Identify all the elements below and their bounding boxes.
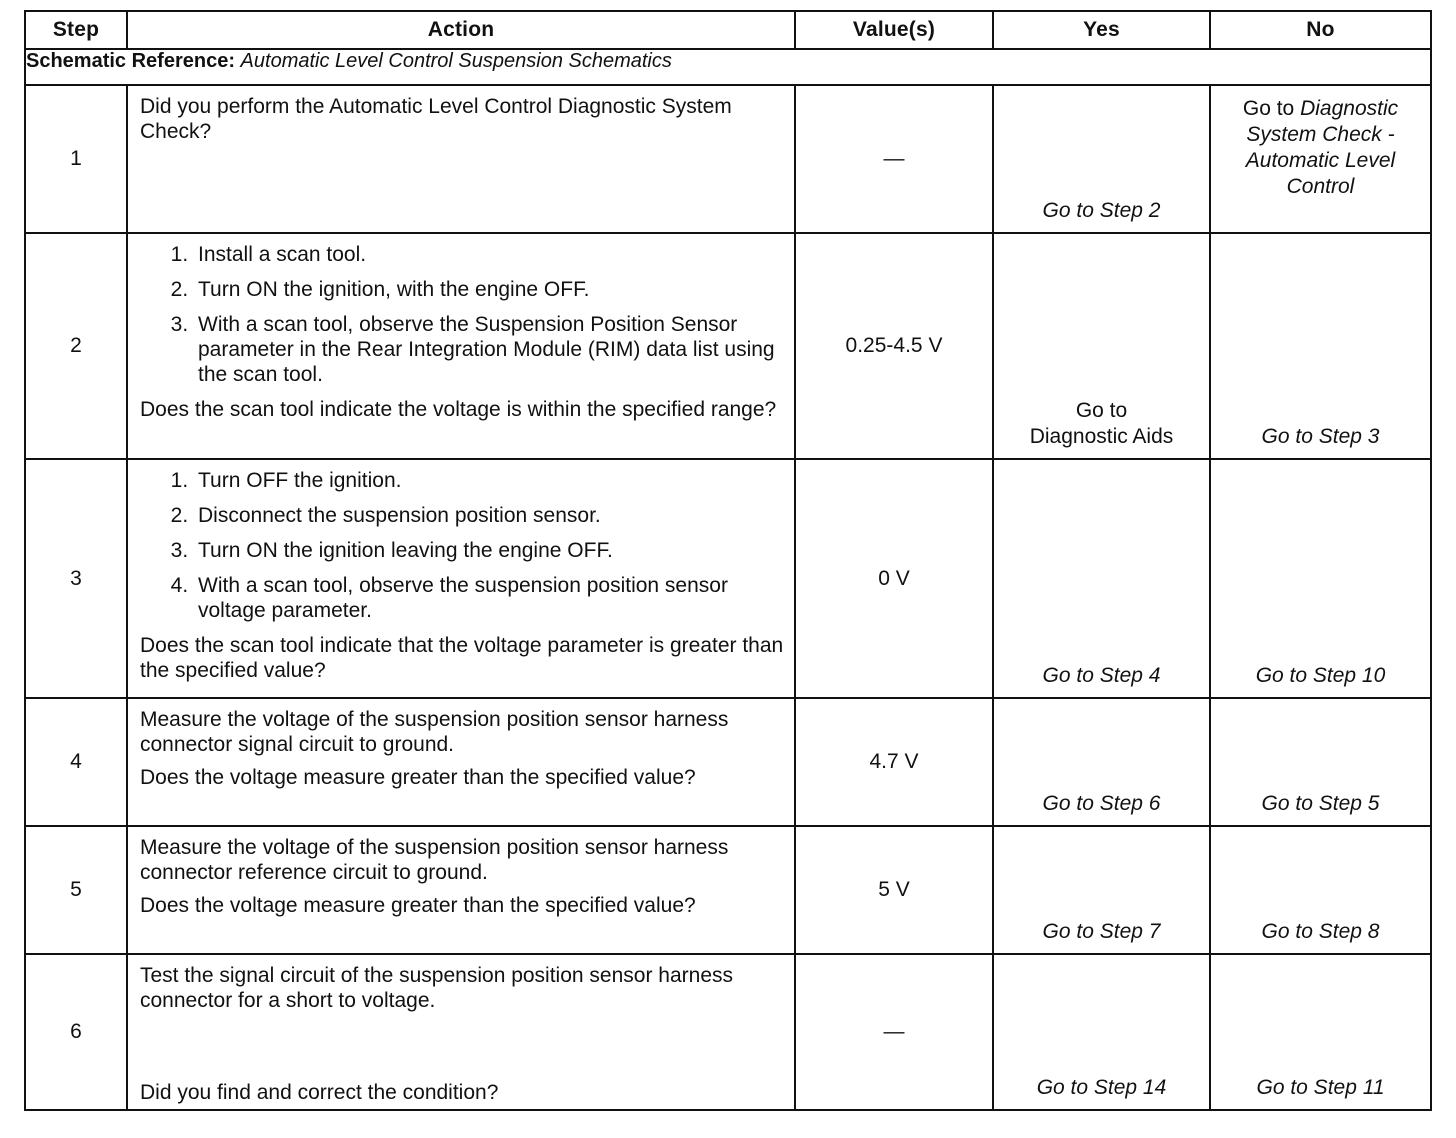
action-cell [127,459,795,698]
yes-cell [993,459,1210,698]
schematic-reference-label: Schematic Reference: [26,50,235,72]
no-link[interactable]: Go to Step 8 [1261,920,1380,943]
action-cell [127,954,795,1110]
yes-link[interactable]: Go to Step 7 [1042,920,1161,943]
yes-link[interactable]: Go to Diagnostic Aids [1029,399,1174,448]
no-cell [1210,85,1431,233]
schematic-reference [25,49,1431,85]
yes-link[interactable]: Go to Step 4 [1042,664,1161,687]
value-cell: 0 V [795,459,993,698]
step-number: 6 [25,954,127,1110]
action-cell [127,85,795,233]
action-question: Does the voltage measure greater than the specified value? [140,766,696,789]
value-cell: 4.7 V [795,698,993,826]
header-step: Step [25,11,127,49]
step-row-4 [25,698,1431,826]
action-question: Did you perform the Automatic Level Control Diagnostic System Check? [140,95,732,143]
action-text: Test the signal circuit of the suspension position sensor harness connector for a short to voltage. [140,964,733,1012]
no-cell [1210,459,1431,698]
action-cell [127,698,795,826]
step-number: 2 [25,233,127,459]
value-cell: — [795,85,993,233]
yes-cell [993,826,1210,954]
yes-cell [993,233,1210,459]
action-step-item: 3. With a scan tool, observe the Suspension Position Sensor parameter in the Rear Integration Module (RIM) data list using the scan tool. [194,312,786,387]
header-row [25,11,1431,49]
schematic-reference-row [25,49,1431,85]
action-cell [127,233,795,459]
no-cell [1210,698,1431,826]
yes-link[interactable]: Go to Step 2 [1042,199,1161,222]
no-link[interactable]: Diagnostic System Check - Automatic Level Control [1245,97,1399,198]
action-question: Did you find and correct the condition? [140,1081,499,1104]
no-link[interactable]: Go to Step 11 [1256,1076,1385,1099]
action-cell [127,826,795,954]
header-action: Action [127,11,795,49]
step-row-2 [25,233,1431,459]
step-number: 4 [25,698,127,826]
step-row-1 [25,85,1431,233]
diagnostic-table [24,10,1432,1111]
step-number: 3 [25,459,127,698]
value-cell: — [795,954,993,1110]
step-number: 5 [25,826,127,954]
action-step-item: 2. Turn ON the ignition, with the engine OFF. [194,277,786,302]
action-step-item: 3. Turn ON the ignition leaving the engine OFF. [194,538,786,563]
yes-cell [993,85,1210,233]
no-link[interactable]: Go to Step 3 [1261,425,1380,448]
action-steps-list [140,468,786,623]
step-row-5 [25,826,1431,954]
action-step-item: 2. Disconnect the suspension position sensor. [194,503,786,528]
action-steps-list [140,242,786,387]
step-number: 1 [25,85,127,233]
action-text: Measure the voltage of the suspension position sensor harness connector reference circuit to ground. [140,836,729,884]
yes-cell [993,954,1210,1110]
no-link[interactable]: Go to Step 10 [1255,664,1386,687]
action-question: Does the scan tool indicate that the voltage parameter is greater than the specified value? [140,634,784,682]
no-prefix: Go to [1242,97,1295,120]
schematic-reference-link[interactable]: Automatic Level Control Suspension Schematics [240,50,672,72]
step-row-3 [25,459,1431,698]
action-question: Does the scan tool indicate the voltage is within the specified range? [140,398,777,421]
action-step-item: 1. Turn OFF the ignition. [194,468,786,493]
header-yes: Yes [993,11,1210,49]
yes-cell [993,698,1210,826]
action-question: Does the voltage measure greater than the specified value? [140,894,696,917]
yes-link[interactable]: Go to Step 6 [1042,792,1161,815]
header-no: No [1210,11,1431,49]
no-link[interactable]: Go to Step 5 [1261,792,1380,815]
header-values: Value(s) [795,11,993,49]
value-cell: 0.25-4.5 V [795,233,993,459]
no-cell [1210,826,1431,954]
no-cell [1210,233,1431,459]
yes-link[interactable]: Go to Step 14 [1036,1076,1167,1099]
step-row-6 [25,954,1431,1110]
no-cell [1210,954,1431,1110]
action-text: Measure the voltage of the suspension position sensor harness connector signal circuit to ground. [140,708,729,756]
action-step-item: 1. Install a scan tool. [194,242,786,267]
value-cell: 5 V [795,826,993,954]
action-step-item: 4. With a scan tool, observe the suspension position sensor voltage parameter. [194,573,786,623]
